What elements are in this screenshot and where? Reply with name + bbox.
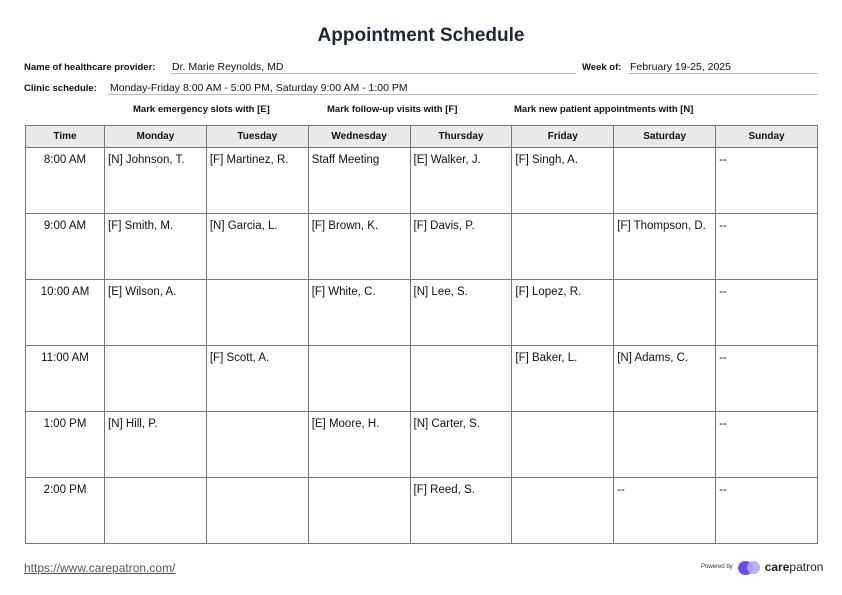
powered-by-logo: [701, 559, 823, 575]
appointment-cell[interactable]: [N] Garcia, L.: [206, 214, 308, 280]
appointment-cell[interactable]: [206, 412, 308, 478]
appointment-cell[interactable]: [105, 346, 207, 412]
appointment-cell[interactable]: [F] Singh, A.: [512, 148, 614, 214]
table-row: [26, 412, 818, 478]
appointment-cell[interactable]: [308, 346, 410, 412]
column-header-monday: Monday: [105, 126, 207, 148]
appointment-cell[interactable]: [N] Johnson, T.: [105, 148, 207, 214]
appointment-cell[interactable]: [N] Lee, S.: [410, 280, 512, 346]
column-header-tuesday: Tuesday: [206, 126, 308, 148]
appointment-cell[interactable]: --: [716, 478, 818, 544]
time-cell: 10:00 AM: [26, 280, 105, 346]
appointment-cell[interactable]: [F] Scott, A.: [206, 346, 308, 412]
appointment-cell[interactable]: [F] Thompson, D.: [614, 214, 716, 280]
provider-field[interactable]: Dr. Marie Reynolds, MD: [170, 61, 576, 74]
appointment-cell[interactable]: [206, 478, 308, 544]
appointment-cell[interactable]: [N] Adams, C.: [614, 346, 716, 412]
carepatron-logo-icon: [738, 559, 760, 575]
time-cell: 11:00 AM: [26, 346, 105, 412]
table-row: [26, 346, 818, 412]
week-field[interactable]: February 19-25, 2025: [628, 61, 818, 74]
table-row: [26, 478, 818, 544]
appointment-cell[interactable]: [F] Smith, M.: [105, 214, 207, 280]
appointment-cell[interactable]: [512, 478, 614, 544]
page-title: Appointment Schedule: [317, 25, 525, 46]
time-cell: 9:00 AM: [26, 214, 105, 280]
appointment-cell[interactable]: --: [716, 148, 818, 214]
column-header-time: Time: [26, 126, 105, 148]
appointment-cell[interactable]: [E] Moore, H.: [308, 412, 410, 478]
appointment-cell[interactable]: [N] Hill, P.: [105, 412, 207, 478]
appointment-cell[interactable]: Staff Meeting: [308, 148, 410, 214]
website-link[interactable]: https://www.carepatron.com/: [24, 561, 176, 575]
appointment-cell[interactable]: [F] Reed, S.: [410, 478, 512, 544]
appointment-cell[interactable]: [N] Carter, S.: [410, 412, 512, 478]
appointment-cell[interactable]: [308, 478, 410, 544]
appointment-cell[interactable]: [F] Brown, K.: [308, 214, 410, 280]
appointment-cell[interactable]: [614, 280, 716, 346]
appointment-cell[interactable]: --: [716, 412, 818, 478]
appointment-cell[interactable]: [614, 412, 716, 478]
week-label: Week of:: [582, 62, 622, 73]
time-cell: 1:00 PM: [26, 412, 105, 478]
table-row: [26, 280, 818, 346]
column-header-wednesday: Wednesday: [308, 126, 410, 148]
column-header-friday: Friday: [512, 126, 614, 148]
brand-name: carepatron: [764, 560, 824, 574]
appointment-cell[interactable]: [206, 280, 308, 346]
appointment-cell[interactable]: --: [716, 346, 818, 412]
appointment-cell[interactable]: [E] Walker, J.: [410, 148, 512, 214]
appointment-cell[interactable]: [410, 346, 512, 412]
appointment-cell[interactable]: [512, 412, 614, 478]
appointment-cell[interactable]: [105, 478, 207, 544]
column-header-saturday: Saturday: [614, 126, 716, 148]
clinic-field[interactable]: Monday-Friday 8:00 AM - 5:00 PM, Saturday 9:00 AM - 1:00 PM: [108, 82, 818, 95]
appointment-cell[interactable]: [F] Davis, P.: [410, 214, 512, 280]
table-row: [26, 214, 818, 280]
schedule-table: [25, 125, 818, 544]
appointment-cell[interactable]: [F] Martinez, R.: [206, 148, 308, 214]
appointment-cell[interactable]: [F] Baker, L.: [512, 346, 614, 412]
table-row: [26, 148, 818, 214]
time-cell: 8:00 AM: [26, 148, 105, 214]
column-header-thursday: Thursday: [410, 126, 512, 148]
appointment-cell[interactable]: --: [716, 280, 818, 346]
legend-emergency: Mark emergency slots with [E]: [133, 104, 270, 115]
legend-follow-up: Mark follow-up visits with [F]: [327, 104, 458, 115]
clinic-label: Clinic schedule:: [24, 83, 97, 94]
column-header-sunday: Sunday: [716, 126, 818, 148]
appointment-cell[interactable]: [F] Lopez, R.: [512, 280, 614, 346]
appointment-cell[interactable]: --: [614, 478, 716, 544]
powered-by-text: Powered by: [701, 564, 733, 570]
brand-name-text: patron: [789, 560, 824, 574]
appointment-cell[interactable]: [512, 214, 614, 280]
appointment-cell[interactable]: [614, 148, 716, 214]
time-cell: 2:00 PM: [26, 478, 105, 544]
appointment-cell[interactable]: [F] White, C.: [308, 280, 410, 346]
appointment-cell[interactable]: [E] Wilson, A.: [105, 280, 207, 346]
provider-label: Name of healthcare provider:: [24, 62, 156, 73]
legend-new-patient: Mark new patient appointments with [N]: [514, 104, 694, 115]
appointment-cell[interactable]: --: [716, 214, 818, 280]
